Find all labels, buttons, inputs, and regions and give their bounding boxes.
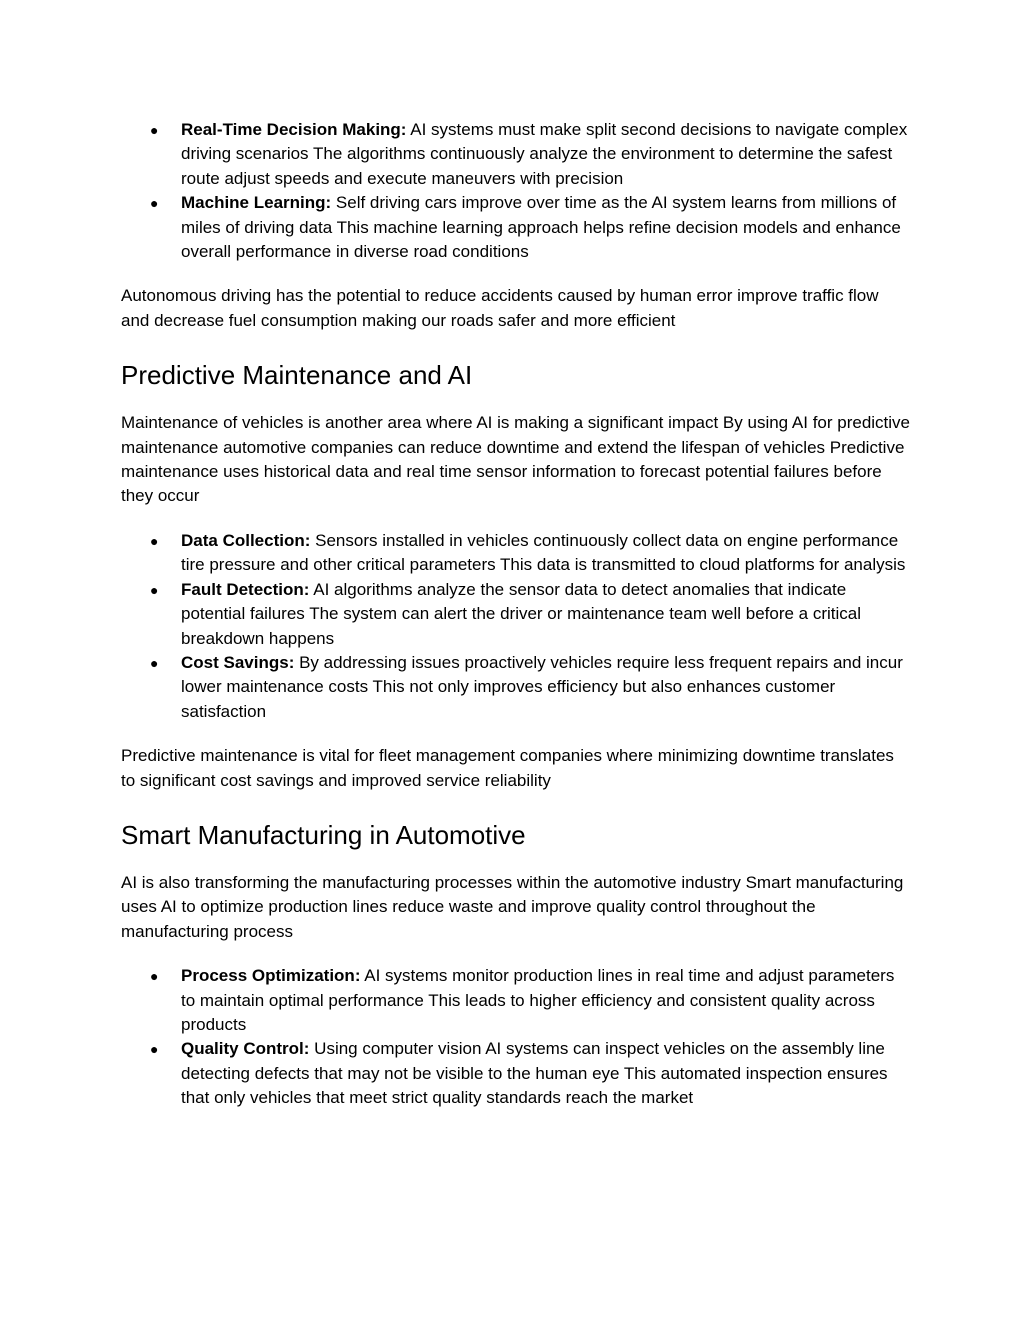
document-page [121, 118, 911, 1111]
list-item [121, 118, 911, 191]
list-item-text: AI algorithms analyze the sensor data to detect anomalies that indicate potential failures The system can alert the driver or maintenance team well before a critical breakdown happens [181, 579, 862, 648]
list-item-term: Fault Detection: [181, 579, 310, 599]
bullet-icon: ● [150, 654, 159, 671]
list-item-term: Data Collection: [181, 530, 311, 550]
list-item [121, 964, 911, 1037]
list-item [121, 1037, 911, 1110]
bullet-icon: ● [150, 195, 159, 212]
list-item-text: By addressing issues proactively vehicles require less frequent repairs and incur lower maintenance costs This not only improves efficiency but also enhances customer satisfaction [181, 652, 903, 721]
bullet-icon: ● [150, 532, 159, 549]
predictive-maintenance-heading: Predictive Maintenance and AI [121, 360, 473, 391]
bullet-icon: ● [150, 581, 159, 598]
predictive-summary-paragraph: Predictive maintenance is vital for fleet management companies where minimizing downtime translates to significant cost savings and improved service reliability [121, 746, 894, 790]
list-item [121, 529, 911, 578]
list-item-term: Real-Time Decision Making: [181, 120, 407, 139]
list-item-term: Machine Learning: [181, 193, 332, 213]
list-item-text: AI systems monitor production lines in real time and adjust parameters to maintain optimal performance This leads to higher efficiency and consistent quality across products [181, 966, 895, 1034]
manufacturing-bullet-list [121, 964, 911, 1110]
list-item-term: Cost Savings: [181, 652, 295, 672]
smart-manufacturing-heading: Smart Manufacturing in Automotive [121, 819, 526, 850]
list-item [121, 578, 911, 651]
autonomous-bullet-list [121, 118, 911, 264]
list-item-text: Self driving cars improve over time as the AI system learns from millions of miles of driving data This machine learning approach helps refine decision models and enhance overall performance in diverse road conditions [181, 193, 901, 262]
list-item [121, 651, 911, 724]
bullet-icon: ● [150, 122, 159, 138]
bullet-icon: ● [150, 968, 159, 985]
list-item [121, 191, 911, 264]
list-item-text: Using computer vision AI systems can inspect vehicles on the assembly line detecting defects that may not be visible to the human eye This automated inspection ensures that only vehicles that meet strict quality standards reach the market [181, 1039, 888, 1108]
list-item-term: Quality Control: [181, 1039, 310, 1059]
list-item-text: AI systems must make split second decisions to navigate complex driving scenarios The algorithms continuously analyze the environment to determine the safest route adjust speeds and execute maneuvers with precision [181, 120, 908, 188]
list-item-term: Process Optimization: [181, 966, 361, 986]
predictive-intro-paragraph: Maintenance of vehicles is another area where AI is making a significant impact By using AI for predictive maintenance automotive companies can reduce downtime and extend the lifespan of vehicles Predictive maintenance uses historical data and real time sensor information to forecast potential failures before they occur [121, 413, 911, 506]
autonomous-summary-paragraph: Autonomous driving has the potential to reduce accidents caused by human error improve traffic flow and decrease fuel consumption making our roads safer and more efficient [121, 286, 879, 330]
bullet-icon: ● [150, 1041, 159, 1058]
manufacturing-intro-paragraph: AI is also transforming the manufacturing processes within the automotive industry Smart manufacturing uses AI to optimize production lines reduce waste and improve quality control throughout the manufacturing process [121, 872, 904, 941]
list-item-text: Sensors installed in vehicles continuously collect data on engine performance tire pressure and other critical parameters This data is transmitted to cloud platforms for analysis [181, 530, 906, 575]
predictive-bullet-list [121, 529, 911, 724]
